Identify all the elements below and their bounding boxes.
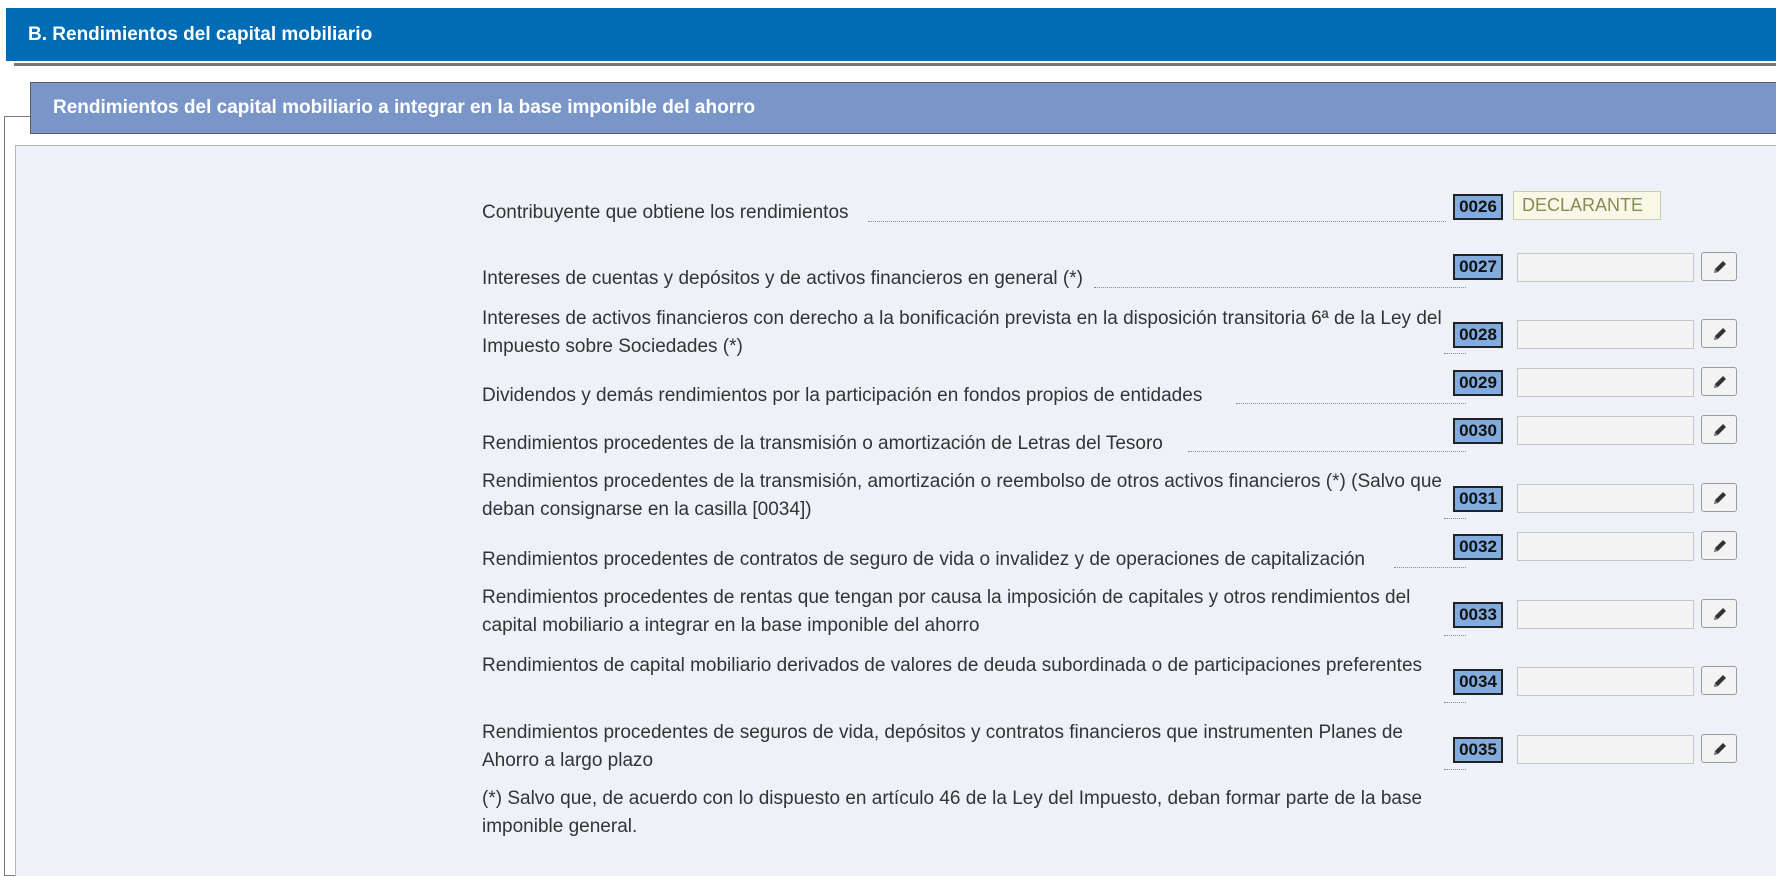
pencil-icon (1711, 258, 1729, 276)
pencil-icon (1711, 537, 1729, 555)
amount-field-0027[interactable] (1517, 253, 1694, 282)
edit-button-0029[interactable] (1701, 367, 1737, 396)
pencil-icon (1711, 605, 1729, 623)
dotted-leader (1444, 353, 1466, 354)
dotted-leader (1188, 451, 1466, 452)
section-header (6, 8, 1776, 61)
pencil-icon (1711, 489, 1729, 507)
field-label: Rendimientos procedentes de rentas que tengan por causa la imposición de capitales y otros rendimientos del capital mobiliario a integrar en la base imponible del ahorro (482, 587, 1411, 636)
footnote: (*) Salvo que, de acuerdo con lo dispuesto en artículo 46 de la Ley del Impuesto, deban formar parte de la base imponible general. (482, 788, 1423, 837)
amount-field-0033[interactable] (1517, 600, 1694, 629)
edit-button-0033[interactable] (1701, 599, 1737, 628)
dotted-leader (1444, 769, 1466, 770)
box-code-0035: 0035 (1453, 737, 1503, 763)
pencil-icon (1711, 740, 1729, 758)
field-label: Dividendos y demás rendimientos por la participación en fondos propios de entidades (482, 385, 1203, 406)
box-code-0028: 0028 (1453, 322, 1503, 348)
section-divider (14, 63, 1776, 66)
section-title: B. Rendimientos del capital mobiliario (28, 24, 373, 45)
box-code-0031: 0031 (1453, 486, 1503, 512)
dotted-leader (1236, 403, 1466, 404)
pencil-icon (1711, 325, 1729, 343)
subsection-title: Rendimientos del capital mobiliario a integrar en la base imponible del ahorro (53, 97, 756, 118)
pencil-icon (1711, 421, 1729, 439)
edit-button-0032[interactable] (1701, 531, 1737, 560)
edit-button-0031[interactable] (1701, 483, 1737, 512)
edit-button-0028[interactable] (1701, 319, 1737, 348)
box-code-0026: 0026 (1453, 194, 1503, 220)
taxpayer-field[interactable]: DECLARANTE (1513, 191, 1661, 220)
pencil-icon (1711, 373, 1729, 391)
field-label: Rendimientos procedentes de seguros de vida, depósitos y contratos financieros que instrumenten Planes de Ahorro a largo plazo (482, 722, 1403, 771)
dotted-leader (1094, 287, 1466, 288)
box-code-0030: 0030 (1453, 418, 1503, 444)
amount-field-0034[interactable] (1517, 667, 1694, 696)
amount-field-0029[interactable] (1517, 368, 1694, 397)
amount-field-0032[interactable] (1517, 532, 1694, 561)
edit-button-0027[interactable] (1701, 252, 1737, 281)
field-label: Rendimientos procedentes de la transmisión, amortización o reembolso de otros activos financieros (*) (Salvo que deban consignarse en la casilla [0034]) (482, 471, 1442, 520)
subsection-header (30, 82, 1776, 134)
edit-button-0034[interactable] (1701, 666, 1737, 695)
edit-button-0030[interactable] (1701, 415, 1737, 444)
pencil-icon (1711, 672, 1729, 690)
box-code-0032: 0032 (1453, 534, 1503, 560)
field-label: Intereses de cuentas y depósitos y de activos financieros en general (*) (482, 268, 1083, 289)
dotted-leader (1444, 518, 1466, 519)
amount-field-0035[interactable] (1517, 735, 1694, 764)
amount-field-0030[interactable] (1517, 416, 1694, 445)
box-code-0033: 0033 (1453, 602, 1503, 628)
field-label: Rendimientos procedentes de contratos de seguro de vida o invalidez y de operaciones de capitalización (482, 549, 1365, 570)
field-label: Contribuyente que obtiene los rendimientos (482, 202, 849, 223)
edit-button-0035[interactable] (1701, 734, 1737, 763)
box-code-0034: 0034 (1453, 669, 1503, 695)
dotted-leader (1444, 702, 1466, 703)
field-label: Rendimientos de capital mobiliario derivados de valores de deuda subordinada o de participaciones preferentes (482, 655, 1423, 676)
field-label: Rendimientos procedentes de la transmisión o amortización de Letras del Tesoro (482, 433, 1163, 454)
dotted-leader (1444, 635, 1466, 636)
field-label: Intereses de activos financieros con derecho a la bonificación prevista en la disposición transitoria 6ª de la Ley del Impuesto sobre Sociedades (*) (482, 308, 1442, 357)
box-code-0029: 0029 (1453, 370, 1503, 396)
dotted-leader (868, 221, 1446, 222)
box-code-0027: 0027 (1453, 254, 1503, 280)
amount-field-0028[interactable] (1517, 320, 1694, 349)
dotted-leader (1394, 567, 1466, 568)
amount-field-0031[interactable] (1517, 484, 1694, 513)
